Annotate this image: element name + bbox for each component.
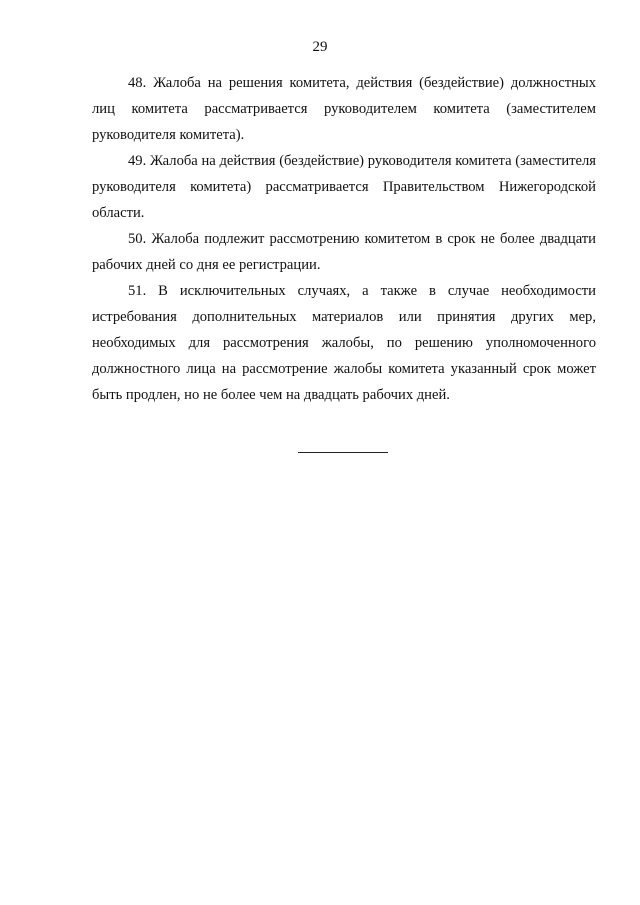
paragraph-49: 49. Жалоба на действия (бездействие) руководителя комитета (заместителя руководителя комитета) рассматривается Правительством Нижегородской области.	[92, 153, 596, 221]
end-of-text-rule	[298, 452, 388, 453]
page-number: 29	[312, 39, 328, 55]
document-body	[92, 70, 596, 408]
paragraph-50: 50. Жалоба подлежит рассмотрению комитетом в срок не более двадцати рабочих дней со дня ее регистрации.	[92, 231, 596, 273]
paragraph-51: 51. В исключительных случаях, а также в случае необходимости истребования дополнительных материалов или принятия других мер, необходимых для рассмотрения жалобы, по решению уполномоченного должностного лица на рассмотрение жалобы комитета указанный срок может быть продлен, но не более чем на двадцать рабочих дней.	[92, 283, 596, 403]
paragraph-48: 48. Жалоба на решения комитета, действия (бездействие) должностных лиц комитета рассматривается руководителем комитета (заместителем руководителя комитета).	[92, 75, 596, 143]
